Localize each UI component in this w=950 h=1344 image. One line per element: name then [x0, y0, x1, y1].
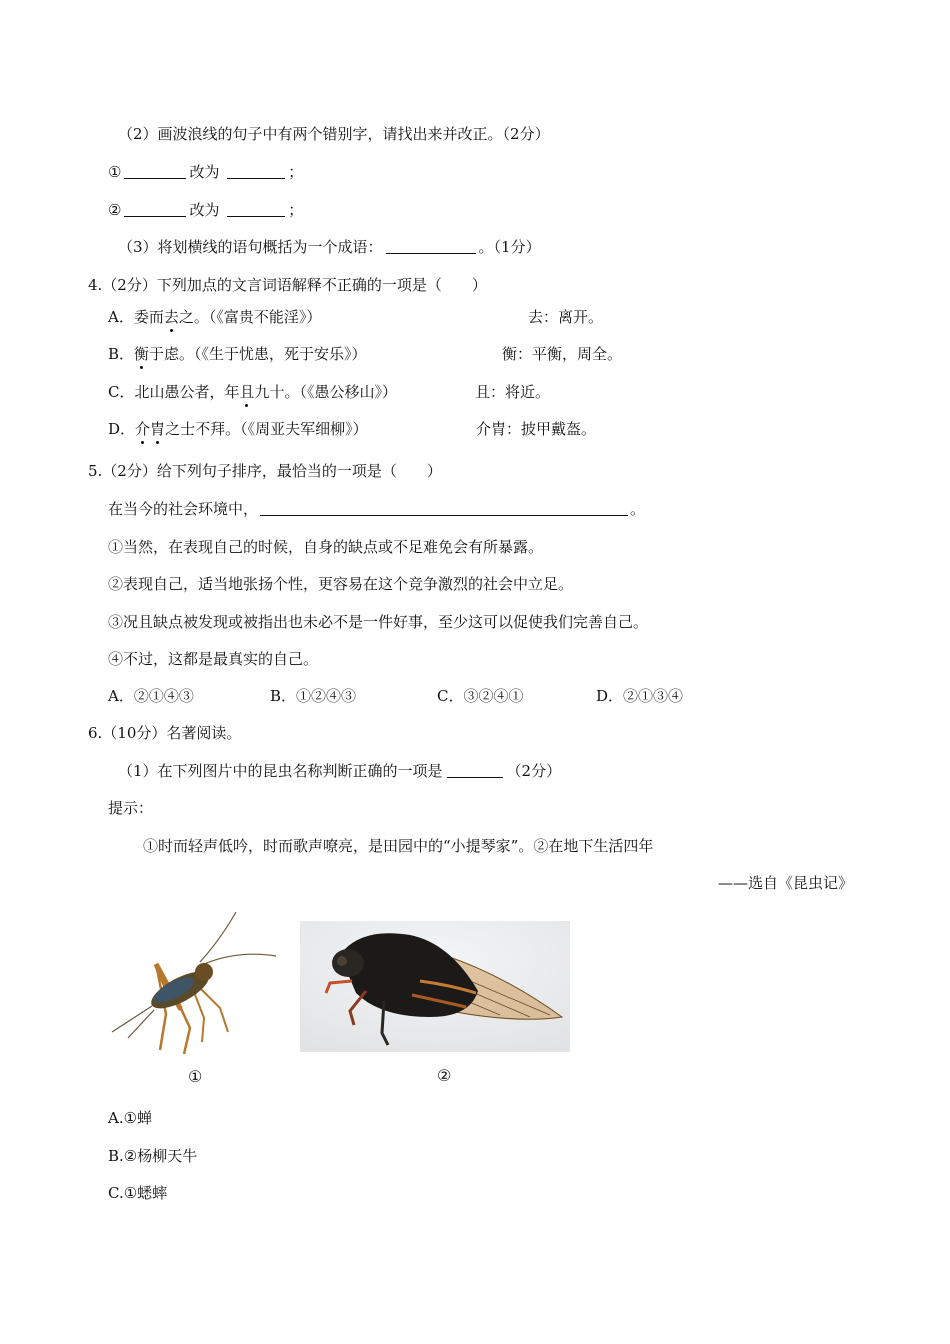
figure-2-caption: ② — [437, 1066, 452, 1085]
cicada-icon — [300, 921, 570, 1052]
q4-d-dotted-word-1: 介 — [135, 420, 151, 438]
cricket-icon — [108, 910, 280, 1058]
q3-fill2-mid: 改为 — [189, 201, 220, 219]
q4-a-source: 之。（《富贵不能淫》） — [178, 308, 322, 326]
cricket-image — [108, 910, 280, 1058]
q5-option-d[interactable]: D．②①③④ — [596, 687, 684, 705]
q5-option-c[interactable]: C．③②④① — [437, 687, 524, 705]
q4-c-dotted-word: 且 — [239, 383, 255, 401]
q4-option-c[interactable] — [108, 382, 397, 402]
q5-sentence-3: ③况且缺点被发现或被指出也未必不是一件好事，至少这可以促使我们完善自己。 — [108, 613, 649, 631]
q3-fill1-blank-a[interactable] — [124, 162, 186, 179]
cicada-image — [300, 921, 570, 1052]
q4-d-explanation: 介胄：披甲戴盔。 — [476, 420, 597, 438]
q4-option-a[interactable] — [108, 307, 321, 327]
q6-sub1-score: （2分） — [506, 762, 562, 780]
q3-fill1-blank-b[interactable] — [227, 162, 285, 179]
q4-d-dotted-word-2: 胄 — [150, 420, 166, 438]
q3-fill-2 — [108, 200, 303, 220]
q4-option-b[interactable] — [108, 344, 367, 364]
q4-d-label: D． — [108, 420, 136, 438]
q3-fill1-mid: 改为 — [189, 163, 220, 181]
q3-sub3-text: （3）将划横线的语句概括为一个成语： — [118, 238, 383, 256]
q6-option-b[interactable]: B.②杨柳天牛 — [108, 1147, 198, 1165]
q4-option-d[interactable] — [108, 419, 368, 439]
q4-c-explanation: 且：将近。 — [475, 383, 551, 401]
q5-sentence-1: ①当然，在表现自己的时候，自身的缺点或不足难免会有所暴露。 — [108, 538, 544, 556]
q6-hint-text: ①时而轻声低吟，时而歌声嘹亮，是田园中的“小提琴家”。②在地下生活四年 — [143, 837, 654, 855]
q5-sentence-2: ②表现自己，适当地张扬个性，更容易在这个竞争激烈的社会中立足。 — [108, 575, 574, 593]
q6-option-c[interactable]: C.①蟋蟀 — [108, 1184, 168, 1202]
q5-sentence-4: ④不过，这都是最真实的自己。 — [108, 650, 319, 668]
q4-a-text: A．委而 — [108, 308, 164, 326]
q4-stem: 4.（2分）下列加点的文言词语解释不正确的一项是（ ） — [88, 276, 487, 294]
q4-b-label: B． — [108, 345, 135, 363]
q5-lead-text: 在当今的社会环境中， — [108, 500, 259, 518]
q5-option-a[interactable]: A．②①④③ — [108, 687, 194, 705]
q4-b-dotted-word: 衡 — [134, 345, 150, 363]
q3-sub2: （2）画波浪线的句子中有两个错别字，请找出来并改正。（2分） — [118, 125, 550, 143]
q4-c-text: C．北山愚公者，年 — [108, 383, 240, 401]
figure-1-caption: ① — [188, 1067, 203, 1086]
q3-fill-1 — [108, 162, 303, 182]
q6-source: ——选自《昆虫记》 — [718, 874, 854, 892]
q5-answer-blank[interactable] — [260, 499, 628, 516]
q3-fill2-prefix: ② — [108, 201, 122, 219]
q6-hint-label: 提示： — [108, 799, 154, 817]
q6-sub1 — [118, 761, 561, 781]
q3-fill2-end: ； — [288, 201, 304, 219]
q6-sub1-text: （1）在下列图片中的昆虫名称判断正确的一项是 — [118, 762, 443, 780]
q3-fill1-prefix: ① — [108, 163, 122, 181]
q3-fill2-blank-b[interactable] — [227, 200, 285, 217]
q4-d-source: 之士不拜。（《周亚夫军细柳》） — [165, 420, 368, 438]
q3-sub3 — [118, 237, 541, 257]
q3-sub3-score: 。（1分） — [478, 238, 541, 256]
q6-stem: 6.（10分）名著阅读。 — [88, 724, 242, 742]
q6-option-a[interactable]: A.①蝉 — [108, 1109, 153, 1127]
q5-option-b[interactable]: B．①②④③ — [270, 687, 357, 705]
q4-c-source: 九十。（《愚公移山》） — [254, 383, 398, 401]
q5-lead — [108, 499, 645, 519]
q4-b-explanation: 衡：平衡，周全。 — [502, 345, 623, 363]
q3-sub3-blank[interactable] — [386, 237, 476, 254]
q4-b-source: 于虑。（《生于忧患，死于安乐》） — [149, 345, 367, 363]
q3-fill1-end: ； — [288, 163, 304, 181]
q6-sub1-blank[interactable] — [447, 761, 503, 778]
q5-stem: 5.（2分）给下列句子排序，最恰当的一项是（ ） — [88, 462, 442, 480]
q4-a-dotted-word: 去 — [163, 308, 179, 326]
q4-a-explanation: 去：离开。 — [528, 308, 604, 326]
q3-fill2-blank-a[interactable] — [124, 200, 186, 217]
q5-lead-end: 。 — [630, 500, 646, 518]
